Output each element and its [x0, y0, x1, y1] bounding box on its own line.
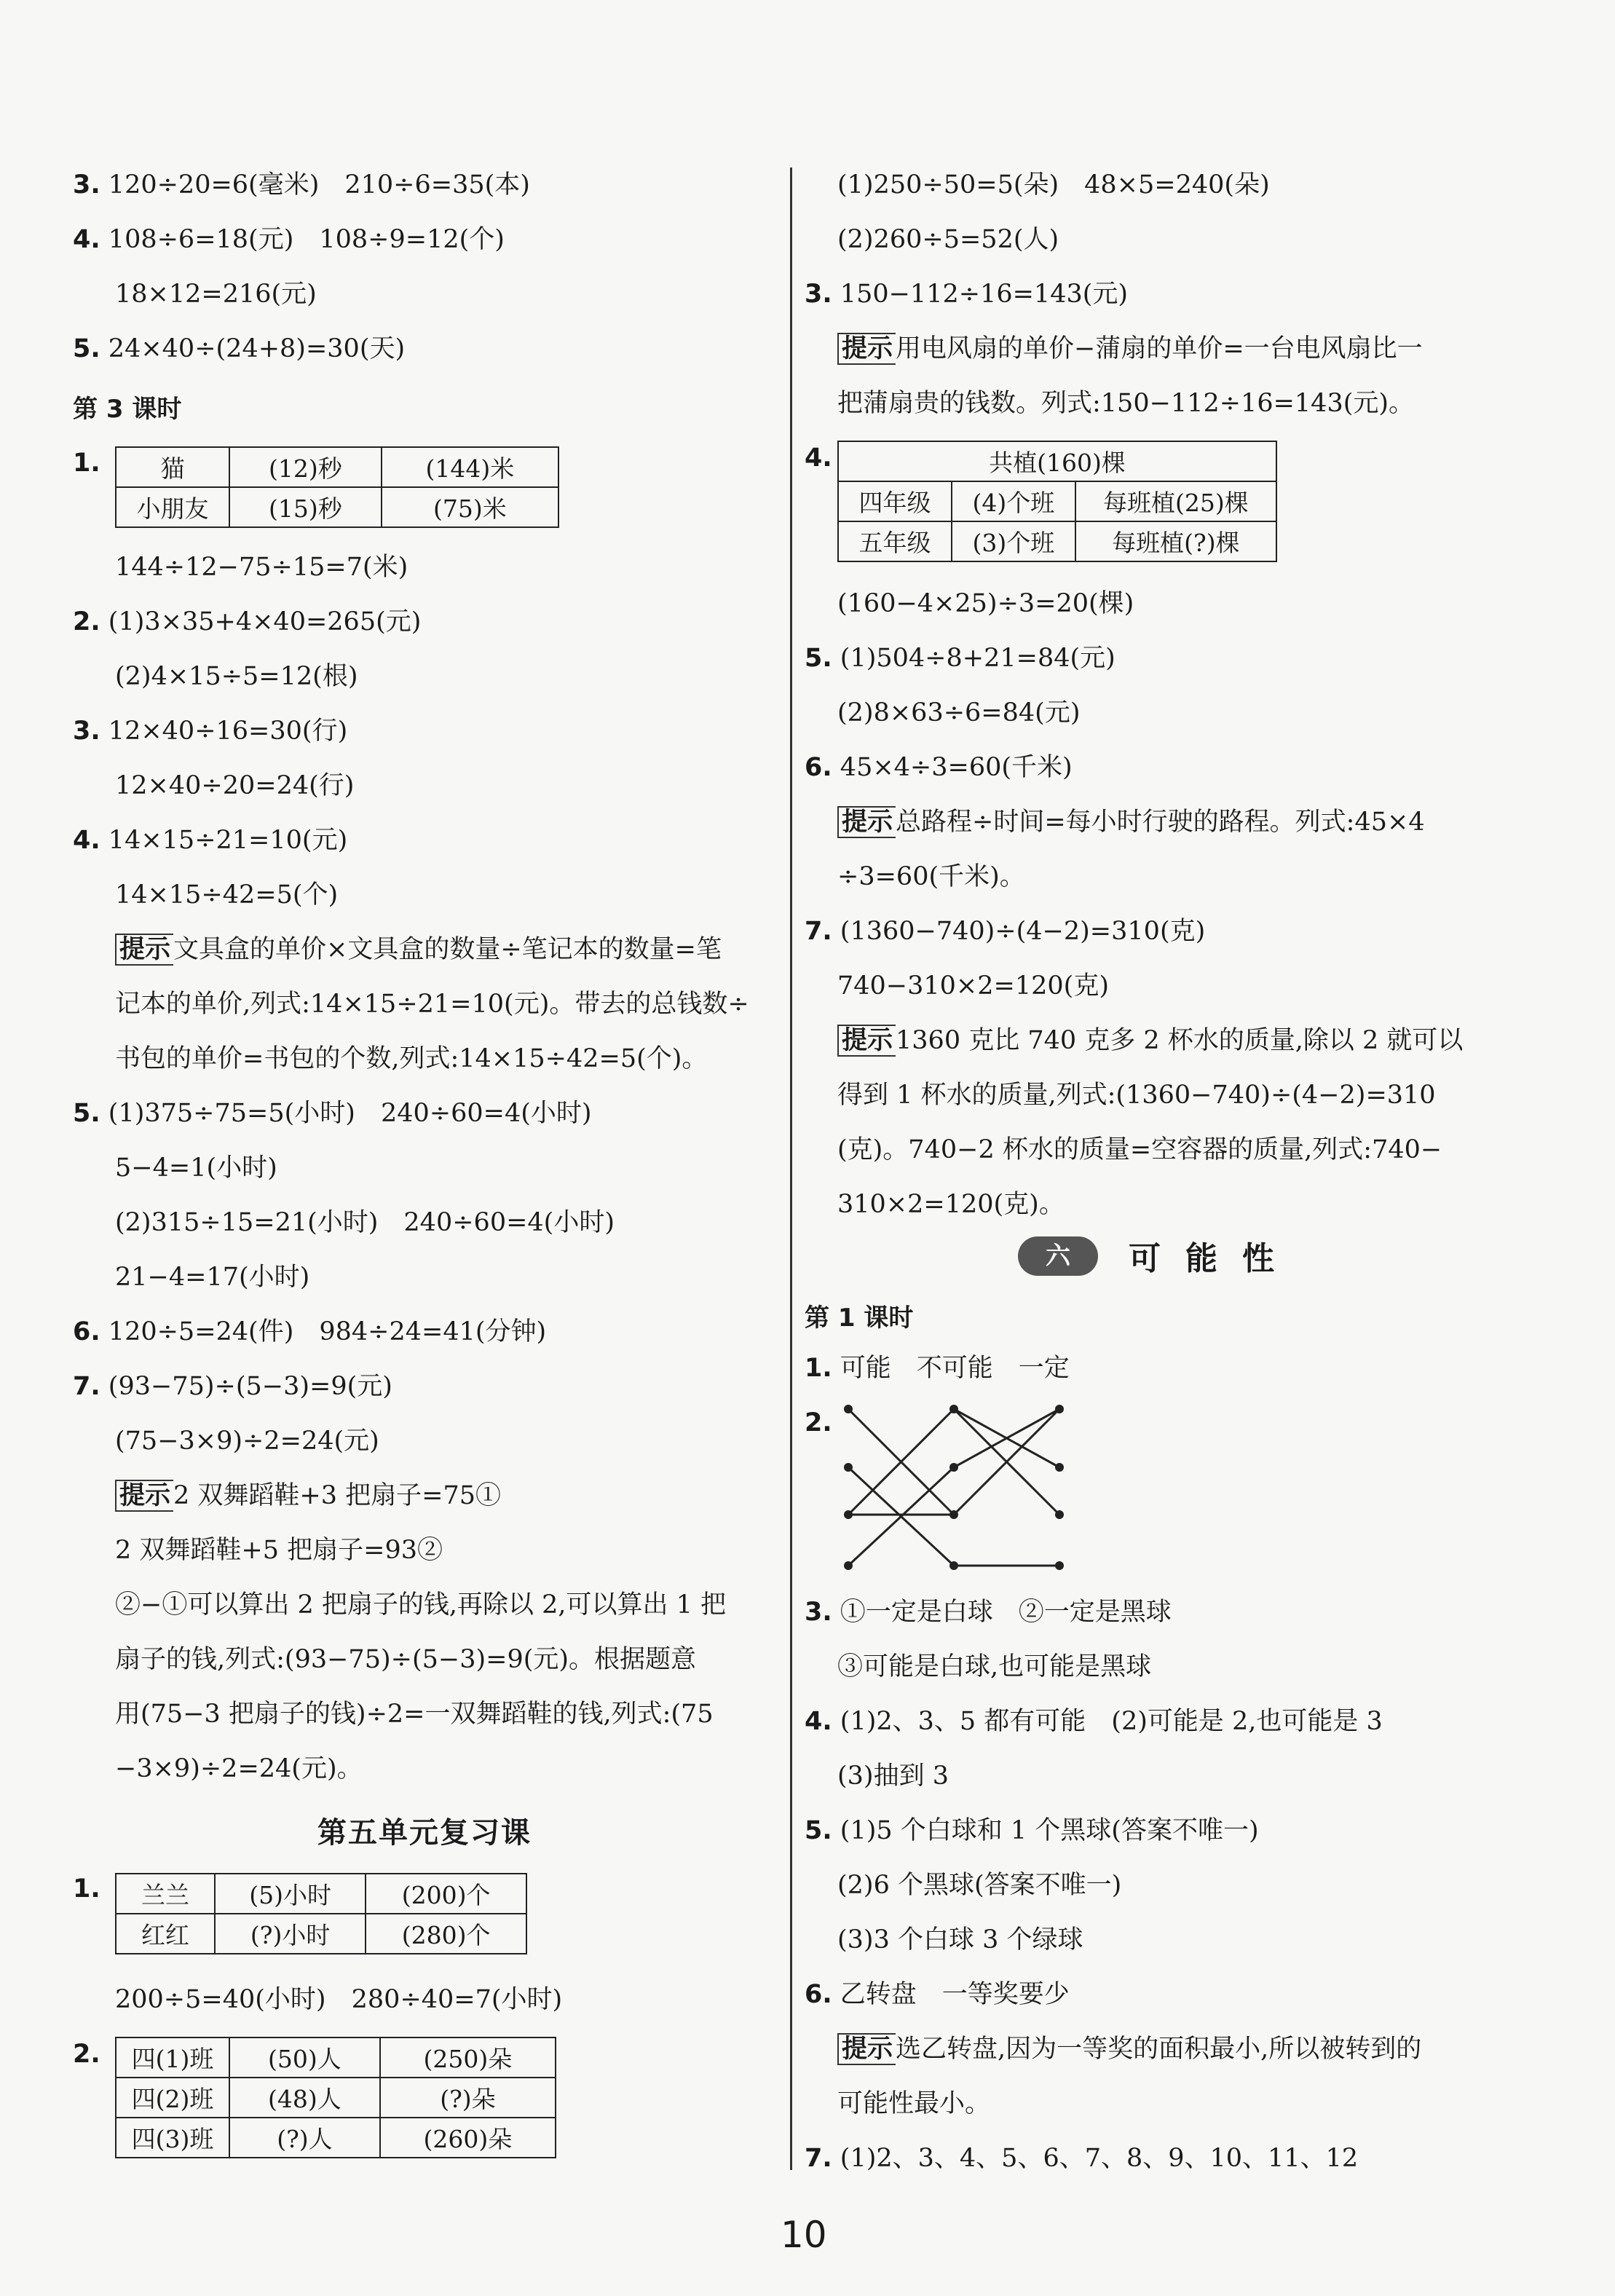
- table-row: 五年级 (3)个班 每班植(?)棵: [838, 521, 1276, 561]
- hint-line: 可能性最小。: [837, 2089, 991, 2118]
- answer-line: (160−4×25)÷3=20(棵): [837, 589, 1134, 618]
- answer-line: ③可能是白球,也可能是黑球: [837, 1652, 1152, 1681]
- data-table-planting: [837, 441, 1277, 562]
- answer-line: 3. 150−112÷16=143(元): [805, 280, 1129, 309]
- answer-line: 4. 108÷6=18(元) 108÷9=12(个): [73, 225, 505, 254]
- answer-line: 12×40÷20=24(行): [115, 771, 355, 800]
- match-dot: [949, 1405, 958, 1413]
- hint-line: 提示 文具盒的单价×文具盒的数量÷笔记本的数量=笔: [115, 932, 722, 967]
- unit-title: 可能性: [1129, 1240, 1299, 1277]
- hint-line: 2 双舞蹈鞋+5 把扇子=93②: [115, 1536, 443, 1565]
- answer-line: 6. 120÷5=24(件) 984÷24=41(分钟): [73, 1317, 547, 1346]
- hint-line: ÷3=60(千米)。: [837, 862, 1025, 891]
- unit-review-title: 第五单元复习课: [317, 1816, 532, 1850]
- data-table-lanlan: [115, 1873, 527, 1954]
- section-heading: 第 1 课时: [805, 1303, 914, 1333]
- unit-number-badge: 六: [1018, 1236, 1098, 1276]
- answer-line: (75−3×9)÷2=24(元): [115, 1427, 379, 1456]
- answer-line: 7. (1360−740)÷(4−2)=310(克): [805, 917, 1206, 946]
- hint-line: 用(75−3 把扇子的钱)÷2=一双舞蹈鞋的钱,列式:(75: [115, 1700, 714, 1729]
- match-dot: [949, 1561, 958, 1570]
- table-row: 四(3)班 (?)人 (260)朵: [116, 2118, 556, 2158]
- hint-line: 提示 总路程÷时间=每小时行驶的路程。列式:45×4: [837, 805, 1425, 840]
- answer-line: 5. (1)5 个白球和 1 个黑球(答案不唯一): [805, 1816, 1259, 1845]
- answer-line: (2)8×63÷6=84(元): [837, 698, 1081, 727]
- hint-line: 提示 用电风扇的单价−蒲扇的单价=一台电风扇比一: [837, 331, 1423, 366]
- answer-line: 5. 24×40÷(24+8)=30(天): [73, 334, 406, 363]
- match-dot: [844, 1561, 853, 1570]
- hint-line: 得到 1 杯水的质量,列式:(1360−740)÷(4−2)=310: [837, 1081, 1436, 1110]
- hint-label: 提示: [837, 806, 896, 838]
- answer-line: 14×15÷42=5(个): [115, 880, 339, 910]
- hint-line: ②−①可以算出 2 把扇子的钱,再除以 2,可以算出 1 把: [115, 1590, 727, 1620]
- table-row: 小朋友 (15)秒 (75)米: [116, 487, 558, 527]
- question-number: 2.: [73, 2040, 100, 2069]
- answer-line: 740−310×2=120(克): [837, 971, 1109, 1001]
- table-row: 四年级 (4)个班 每班植(25)棵: [838, 481, 1276, 521]
- answer-line: 6. 乙转盘 一等奖要少: [805, 1980, 1070, 2009]
- answer-line: (2)4×15÷5=12(根): [115, 662, 358, 691]
- answer-line: 5−4=1(小时): [115, 1153, 277, 1183]
- match-dot: [1055, 1510, 1064, 1519]
- hint-line: 记本的单价,列式:14×15÷21=10(元)。带去的总钱数÷: [115, 990, 749, 1019]
- column-divider: [790, 167, 792, 2170]
- data-table-cat: [115, 446, 559, 528]
- table-row: 四(1)班 (50)人 (250)朵: [116, 2037, 556, 2078]
- hint-line: −3×9)÷2=24(元)。: [115, 1754, 363, 1783]
- table-row: 猫 (12)秒 (144)米: [116, 447, 558, 487]
- match-dot: [1055, 1561, 1064, 1570]
- table-row: 红红 (?)小时 (280)个: [116, 1914, 526, 1954]
- section-heading: 第 3 课时: [73, 395, 182, 424]
- answer-line: (2)260÷5=52(人): [837, 225, 1059, 254]
- answer-line: 3. 12×40÷16=30(行): [73, 717, 348, 746]
- answer-line: 4. 14×15÷21=10(元): [73, 826, 348, 855]
- answer-line: 7. (1)2、3、4、5、6、7、8、9、10、11、12: [805, 2144, 1359, 2173]
- data-table-class: [115, 2037, 556, 2158]
- match-dot: [949, 1510, 958, 1519]
- answer-line: 2. (1)3×35+4×40=265(元): [73, 607, 422, 636]
- hint-line: 提示 选乙转盘,因为一等奖的面积最小,所以被转到的: [837, 2032, 1421, 2067]
- answer-line: (2)6 个黑球(答案不唯一): [837, 1871, 1122, 1900]
- answer-line: 200÷5=40(小时) 280÷40=7(小时): [115, 1985, 563, 2014]
- answer-line: 144÷12−75÷15=7(米): [115, 553, 408, 582]
- hint-line: 书包的单价=书包的个数,列式:14×15÷42=5(个)。: [115, 1044, 708, 1073]
- hint-line: (克)。740−2 杯水的质量=空容器的质量,列式:740−: [837, 1135, 1442, 1164]
- match-dot: [844, 1463, 853, 1472]
- page-number: 10: [781, 2214, 827, 2256]
- match-dot: [1055, 1405, 1064, 1413]
- answer-line: 1. 可能 不可能 一定: [805, 1354, 1070, 1383]
- answer-line: 4. (1)2、3、5 都有可能 (2)可能是 2,也可能是 3: [805, 1707, 1383, 1736]
- answer-line: (3)抽到 3: [837, 1762, 949, 1791]
- table-row: 共植(160)棵: [838, 441, 1276, 481]
- answer-line: 3. ①一定是白球 ②一定是黑球: [805, 1598, 1172, 1627]
- hint-label: 提示: [115, 1480, 173, 1512]
- match-dot: [1055, 1463, 1064, 1472]
- hint-label: 提示: [837, 2033, 896, 2065]
- answer-line: 21−4=17(小时): [115, 1263, 310, 1292]
- answer-line: (3)3 个白球 3 个绿球: [837, 1925, 1083, 1954]
- question-number: 2.: [805, 1408, 832, 1437]
- hint-line: 提示 1360 克比 740 克多 2 杯水的质量,除以 2 就可以: [837, 1023, 1463, 1058]
- match-dot: [844, 1405, 853, 1413]
- table-row: 四(2)班 (48)人 (?)朵: [116, 2078, 556, 2118]
- answer-line: 18×12=216(元): [115, 280, 317, 309]
- answer-line: 5. (1)375÷75=5(小时) 240÷60=4(小时): [73, 1099, 592, 1128]
- answer-line: 5. (1)504÷8+21=84(元): [805, 644, 1116, 673]
- hint-line: 310×2=120(克)。: [837, 1190, 1065, 1219]
- matching-lines-diagram: [837, 1398, 1078, 1573]
- answer-line: (2)315÷15=21(小时) 240÷60=4(小时): [115, 1208, 615, 1237]
- answer-line: 6. 45×4÷3=60(千米): [805, 753, 1073, 782]
- question-number: 1.: [73, 449, 100, 478]
- match-dot: [949, 1463, 958, 1472]
- answer-line: 3. 120÷20=6(毫米) 210÷6=35(本): [73, 170, 530, 200]
- hint-line: 把蒲扇贵的钱数。列式:150−112÷16=143(元)。: [837, 389, 1415, 418]
- hint-label: 提示: [837, 333, 896, 365]
- hint-line: 提示 2 双舞蹈鞋+3 把扇子=75①: [115, 1478, 501, 1513]
- table-row: 兰兰 (5)小时 (200)个: [116, 1874, 526, 1914]
- match-dot: [844, 1510, 853, 1519]
- answer-line: 7. (93−75)÷(5−3)=9(元): [73, 1372, 392, 1401]
- answer-line: (1)250÷50=5(朵) 48×5=240(朵): [837, 170, 1270, 200]
- hint-line: 扇子的钱,列式:(93−75)÷(5−3)=9(元)。根据题意: [115, 1645, 697, 1674]
- hint-label: 提示: [115, 934, 173, 966]
- hint-label: 提示: [837, 1025, 896, 1057]
- question-number: 4.: [805, 443, 832, 473]
- question-number: 1.: [73, 1874, 100, 1904]
